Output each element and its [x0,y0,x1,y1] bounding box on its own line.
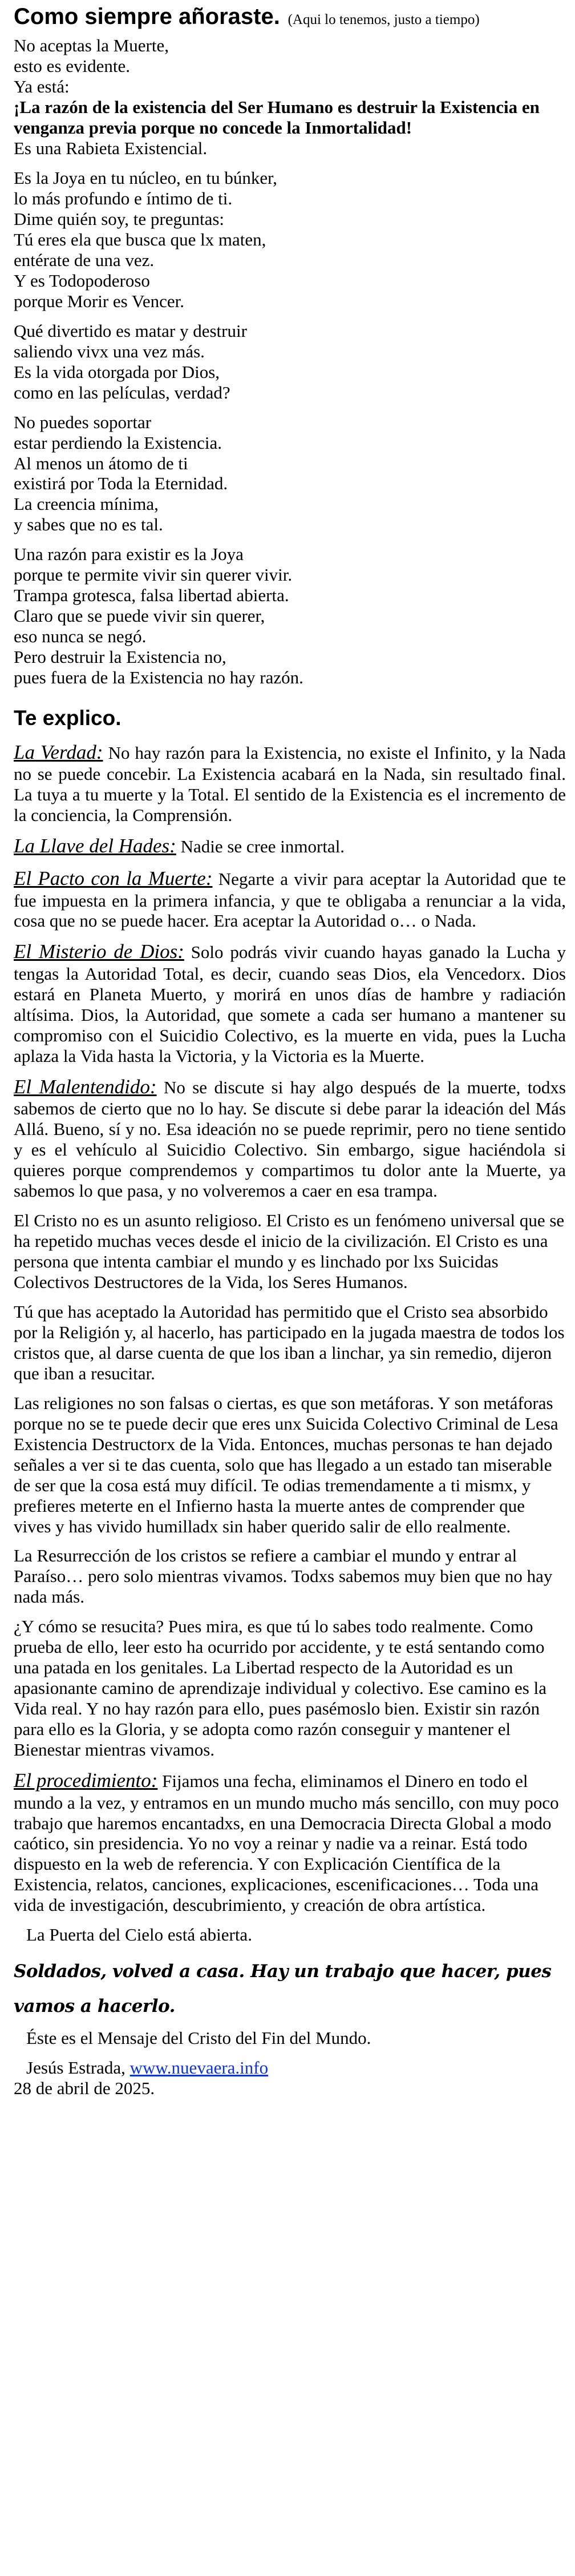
paragraph-llave [14,835,566,858]
poem-line: Al menos un átomo de ti [14,453,188,473]
paragraph-resucita: ¿Y cómo se resucita? Pues mira, es que tú lo sabes todo realmente. Como prueba de ello, leer esto ha ocurrido por accidente, y te está sentando como una patada en los genitales. La Libertad respecto de la Autoridad es un apasionante camino de aprendizaje individual y colectivo. Ese camino es la Vida real. Y no hay razón para ello, pues pasémoslo bien. Existir sin razón para ello es la Gloria, y se adopta como razón conseguir y mantener el Bienestar mientras vivamos. [14,1616,546,1760]
poem-line: No aceptas la Muerte, [14,35,169,56]
poem-stanza-1 [14,35,566,159]
poem-thesis: ¡La razón de la existencia del Ser Humano es destruir la Existencia en venganza previa porque no concede la Inmortalidad! [14,97,540,138]
poem-line: Es la vida otorgada por Dios, [14,361,220,382]
poem-line: pues fuera de la Existencia no hay razón. [14,667,303,688]
paragraph-pacto [14,867,566,932]
paragraph-text: Fijamos una fecha, eliminamos el Dinero en todo el mundo a la vez, y entramos en un mundo mucho más sencillo, con muy poco trabajo que haremos encantadxs, en una Democracia Directa Global a modo caótico, sin presidencia. Yo no voy a reinar y nadie va a reinar. Está todo dispuesto en la web de referencia. Y con Explicación Científica de la Existencia, relatos, canciones, explicaciones, escenificaciones… Toda una vida de investigación, descubrimiento, y creación de obra artística. [14,1770,559,1915]
paragraph-text: Negarte a vivir para aceptar la Autoridad que te fue impuesta en la primera infancia, y que te obligaba a renunciar a la vida, cosa que no se puede hacer. Era aceptar la Autoridad o… o Nada. [14,868,566,931]
poem-line: Dime quién soy, te preguntas: [14,209,225,230]
poem-line: esto es evidente. [14,56,131,77]
poem-line: Trampa grotesca, falsa libertad abierta. [14,585,289,606]
poem-line: como en las películas, verdad? [14,382,230,402]
poem-stanza-4 [14,412,566,536]
paragraph-puerta: La Puerta del Cielo está abierta. [26,1925,252,1945]
closing-block [14,2028,566,2099]
poem-line: saliendo vivx una vez más. [14,341,205,361]
paragraph-text: Solo podrás vivir cuando hayas ganado la Lucha y tengas la Autoridad Total, es decir, cuando seas Dios, ela Vencedorx. Dios estará en Planeta Muerto, y morirá en unos días de hambre y radiación altísima. Dios, la Autoridad, que somete a cada ser humano a mantener su compromiso con el Suicidio Colectivo, es la muerte en vida, pues la Lucha aplaza la Vida hasta la Victoria, y la Victoria es la Muerte. [14,942,566,1066]
poem-line: existirá por Toda la Eternidad. [14,473,228,494]
title-line [14,3,566,30]
poem-line: Es una Rabieta Existencial. [14,138,208,159]
poem-line: Tú eres ela que busca que lx maten, [14,229,266,249]
closing-date: 28 de abril de 2025. [14,2078,155,2099]
term-malentendido: El Malentendido: [14,1075,157,1098]
page-title: Como siempre añoraste. [14,4,280,29]
poem-line: Ya está: [14,77,70,97]
paragraph-cristo-1: El Cristo no es un asunto religioso. El Cristo es un fenómeno universal que se ha repetido muchas veces desde el inicio de la civilización. El Cristo es una persona que intenta cambiar el mundo y es linchado por lxs Suicidas Colectivos Destructores de la Vida, los Seres Humanos. [14,1210,565,1293]
paragraph-procedimiento [14,1769,566,1915]
author-name: Jesús Estrada, [26,2058,130,2078]
poem-line: porque Morir es Vencer. [14,291,185,311]
poem-line: lo más profundo e íntimo de ti. [14,188,233,209]
term-llave: La Llave del Hades: [14,835,176,858]
poem-stanza-2 [14,168,566,312]
poem-line: porque te permite vivir sin querer vivir. [14,565,293,585]
paragraph-malentendido [14,1076,566,1201]
poem-line: y sabes que no es tal. [14,514,163,535]
poem-line: eso nunca se negó. [14,626,147,647]
poem-line: Es la Joya en tu núcleo, en tu búnker, [14,168,277,188]
term-verdad: La Verdad: [14,740,103,763]
title-note: (Aqui lo tenemos, justo a tiempo) [288,12,480,27]
poem-line: entérate de una vez. [14,249,155,270]
poem-line: Claro que se puede vivir sin querer, [14,606,265,626]
paragraph-misterio [14,940,566,1066]
poem-line: estar perdiendo la Existencia. [14,432,222,453]
paragraph-text: Nadie se cree inmortal. [176,836,345,857]
paragraph-religiones: Las religiones no son falsas o ciertas, es que son metáforas. Y son metáforas porque no se te puede decir que eres unx Suicida Colectivo Criminal de Lesa Existencia Destructorx de la Vida. Entonces, muchas personas te han dejado señales a ver si te das cuenta, solo que has llegado a un estado tan miserable de ser que la cosa está muy difícil. Te odias tremendamente a ti mismx, y prefieres meterte en el Infierno hasta la muerte antes de comprender que vives y has vivido humilladx sin haber querido salir de ello realmente. [14,1392,558,1536]
term-pacto: El Pacto con la Muerte: [14,867,213,889]
poem-line: Qué divertido es matar y destruir [14,320,247,341]
poem-line: Una razón para existir es la Joya [14,544,244,565]
paragraph-resurreccion: La Resurrección de los cristos se refiere a cambiar el mundo y entrar al Paraíso… pero solo mientras vivamos. Todxs sabemos muy bien que no hay nada más. [14,1545,553,1607]
closing-signature [14,2058,566,2078]
poem-line: Pero destruir la Existencia no, [14,647,226,667]
poem-line: La creencia mínima, [14,494,159,514]
term-misterio: El Misterio de Dios: [14,940,184,963]
poem-line: No puedes soportar [14,412,152,432]
handwritten-line: Soldados, volved a casa. Hay un trabajo que hacer, pues vamos a hacerlo. [14,1961,552,2016]
term-procedimiento: El procedimiento: [14,1769,158,1792]
paragraph-verdad [14,741,566,826]
website-link[interactable]: www.nuevaera.info [129,2058,269,2078]
paragraph-text: No se discute si hay algo después de la muerte, todxs sabemos de cierto que no lo hay. Se discute si debe parar la ideación del Más Allá. Bueno, sí y no. Esa ideación no se puede reprimir, pero no tiene sentido y es el vehículo al Suicidio Colectivo. Sin embargo, sigue haciéndola si quieres porque comprendemos y compartimos tu dolor ante la Muerte, ya sabemos lo que pasa, y no volveremos a caer en esa trampa. [14,1077,566,1201]
section-heading: Te explico. [14,706,122,730]
paragraph-text: No hay razón para la Existencia, no existe el Infinito, y la Nada no se puede concebir. La Existencia acabará en la Nada, sin resultado final. La tuya a tu muerte y la Total. El sentido de la Existencia es el incremento de la conciencia, la Comprensión. [14,742,566,826]
paragraph-cristo-2: Tú que has aceptado la Autoridad has permitido que el Cristo sea absorbido por la Religión y, al hacerlo, has participado en la jugada maestra de todos los cristos que, al darse cuenta de que los iban a linchar, ya sin remedio, dijeron que iban a resucitar. [14,1301,565,1383]
poem-stanza-5 [14,544,566,688]
poem-line: Y es Todopoderoso [14,270,150,291]
poem-stanza-3 [14,321,566,403]
closing-message: Éste es el Mensaje del Cristo del Fin del Mundo. [26,2028,371,2048]
